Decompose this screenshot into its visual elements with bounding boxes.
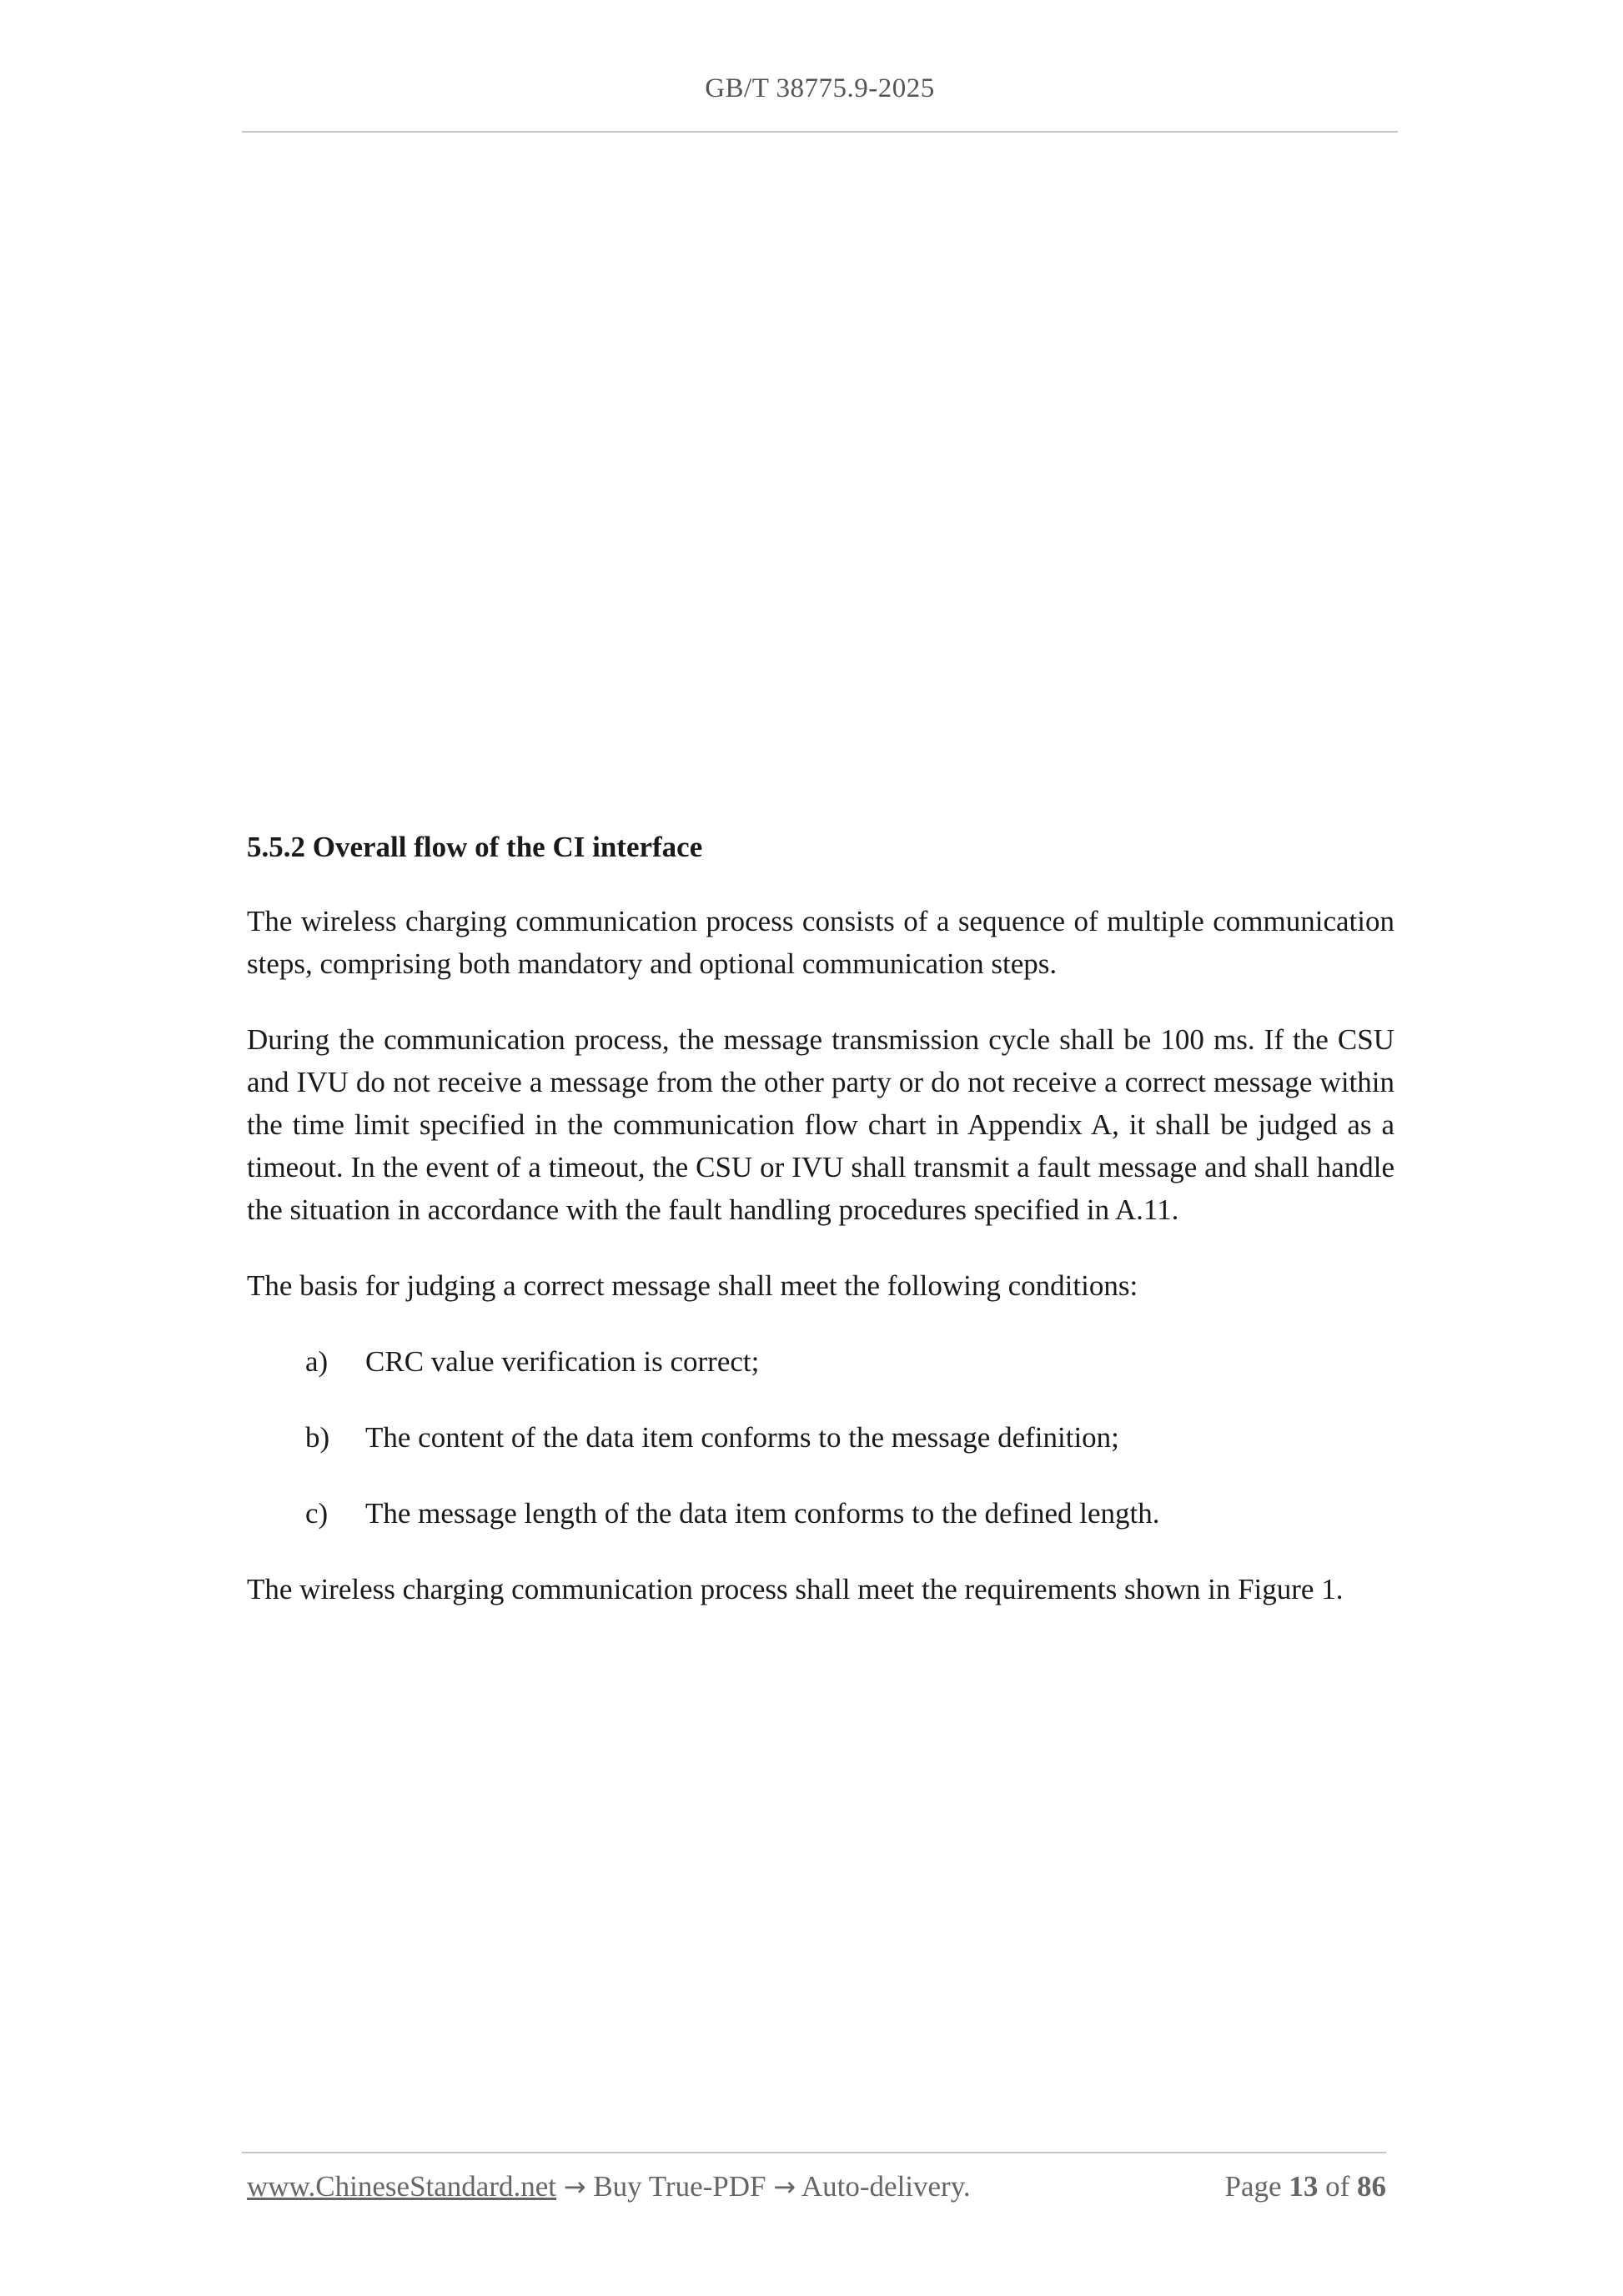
page-label: Page [1224,2170,1282,2203]
page-number [1225,2170,1386,2203]
list-item [247,1416,1394,1459]
buy-text: Buy True-PDF [593,2170,766,2203]
page-header-standard-code: GB/T 38775.9-2025 [705,73,935,103]
list-item [247,1340,1394,1383]
list-item-text: CRC value verification is correct; [365,1345,760,1378]
page-total: 86 [1357,2170,1386,2203]
section-heading: 5.5.2 Overall flow of the CI interface [247,831,703,863]
header-divider [242,131,1398,133]
conditions-list [247,1340,1394,1535]
page-current: 13 [1289,2170,1319,2203]
list-marker: c) [305,1497,329,1530]
page-of: of [1325,2170,1350,2203]
footer-promo [247,2170,971,2203]
list-item-text: The content of the data item conforms to the message definition; [365,1421,1119,1454]
site-link[interactable]: www.ChineseStandard.net [247,2170,556,2203]
arrow-right-icon: → [773,2171,796,2203]
paragraph-process-overview: The wireless charging communication process consists of a sequence of multiple communication steps, comprising both mandatory and optional communication steps. [247,905,1394,980]
list-item-text: The message length of the data item conforms to the defined length. [365,1497,1160,1530]
paragraph-correct-message-basis: The basis for judging a correct message shall meet the following conditions: [247,1269,1138,1302]
document-body [247,826,1394,1644]
list-marker: a) [305,1345,329,1378]
paragraph-timeout-rules: During the communication process, the message transmission cycle shall be 100 ms. If the CSU and IVU do not receive a message from the other party or do not receive a correct message within the time limit specified in the communication flow chart in Appendix A, it shall be judged as a timeout. In the event of a timeout, the CSU or IVU shall transmit a fault message and shall handle the situation in accordance with the fault handling procedures specified in A.11. [247,1023,1394,1226]
delivery-text: Auto-delivery. [801,2170,971,2203]
arrow-right-icon: → [563,2171,586,2203]
paragraph-figure-reference: The wireless charging communication process shall meet the requirements shown in Figure 1. [247,1573,1344,1605]
list-item [247,1492,1394,1535]
list-marker: b) [305,1421,330,1454]
footer-divider [242,2152,1386,2153]
